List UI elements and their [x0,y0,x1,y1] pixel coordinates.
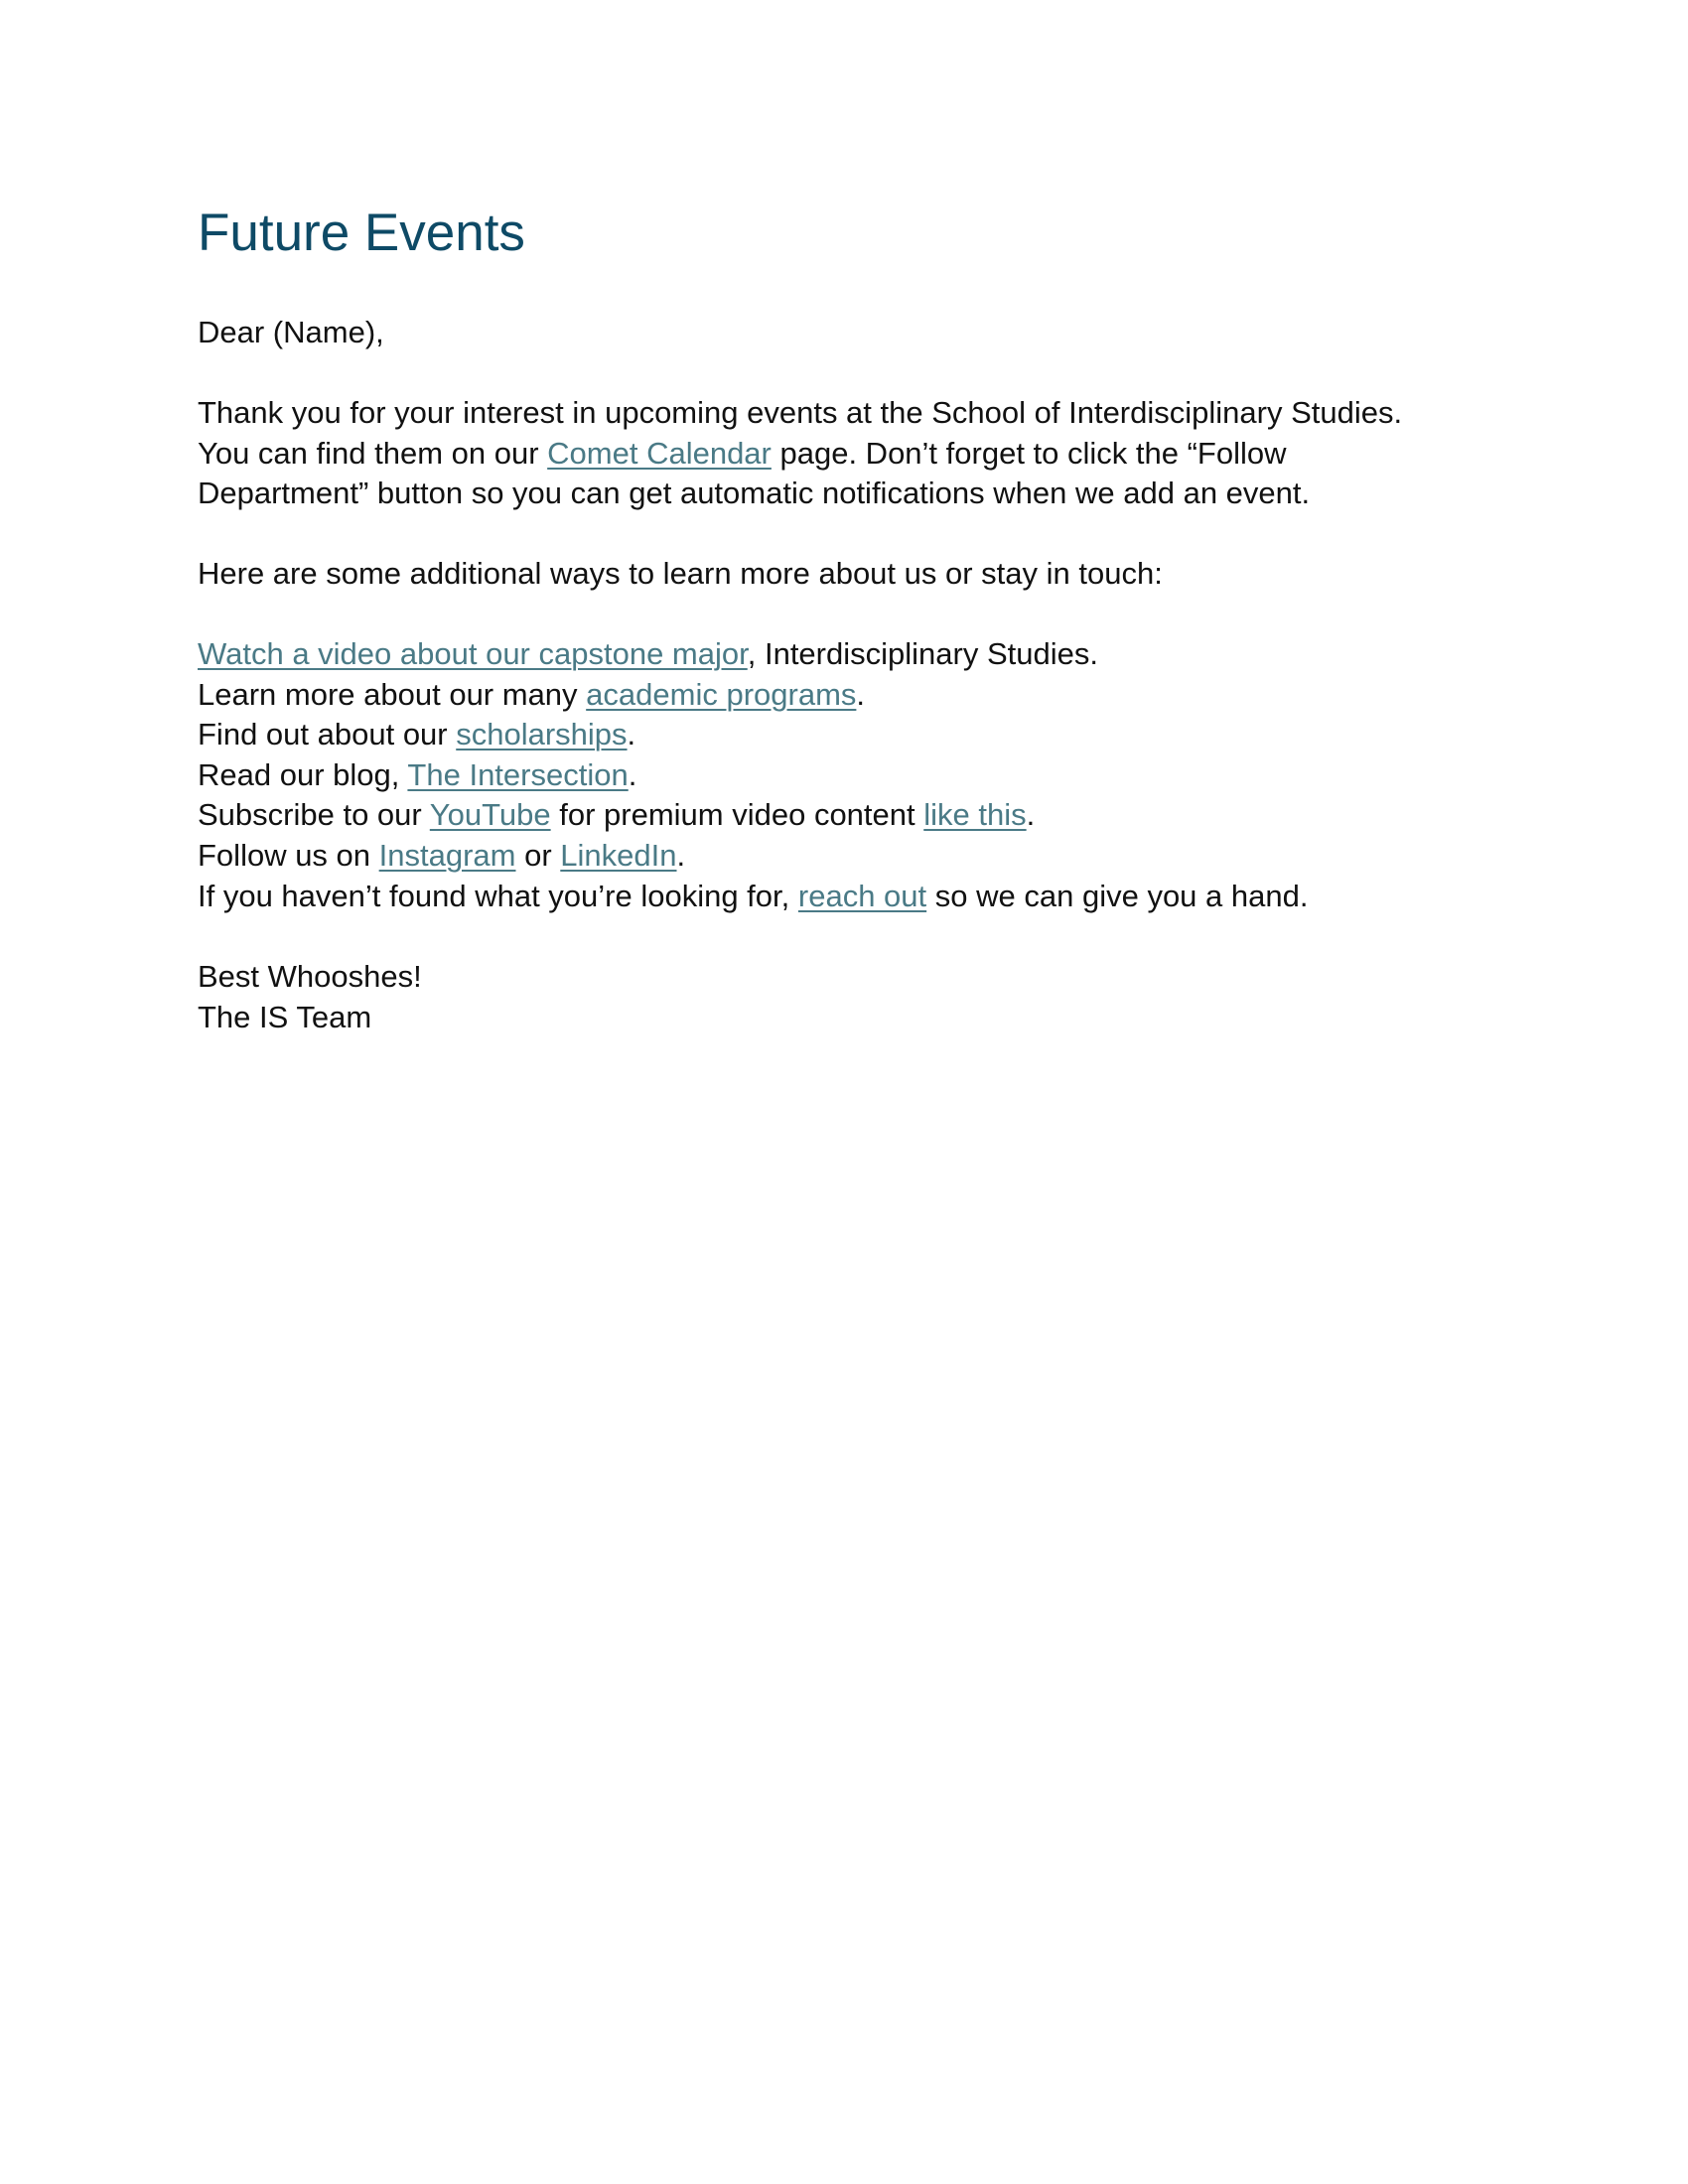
comet-calendar-link[interactable]: Comet Calendar [547,435,772,471]
follow-text-after: . [676,837,686,873]
youtube-text-after: . [1026,797,1036,832]
signoff-team: The IS Team [198,999,372,1034]
blog-text-after: . [628,756,637,792]
list-item-video [198,634,1488,675]
page-title: Future Events [198,204,525,262]
ways-intro: Here are some additional ways to learn more about us or stay in touch: [198,556,1163,591]
like-this-link[interactable]: like this [923,797,1027,832]
programs-text-after: . [856,676,866,712]
intro-line-2 [198,434,1488,475]
signoff-closing: Best Whooshes! [198,959,422,994]
ways-list [198,634,1488,876]
list-item-programs [198,675,1488,716]
signoff [198,957,1488,1037]
video-text-after: , Interdisciplinary Studies. [747,636,1098,671]
blog-link[interactable]: The Intersection [407,756,629,792]
intro-line-2-text-after: page. Don’t forget to click the “Follow [771,435,1287,471]
letter-body [198,199,1488,1034]
intro-line-2-text-before: You can find them on our [198,435,548,471]
reach-out-link[interactable]: reach out [797,879,927,913]
instagram-link[interactable]: Instagram [378,837,516,873]
linkedin-link[interactable]: LinkedIn [560,837,677,873]
capstone-video-link[interactable]: Watch a video about our capstone major [198,636,748,671]
greeting: Dear (Name), [198,315,384,349]
scholarships-text-after: . [627,717,636,751]
help-text-after: so we can give you a hand. [926,879,1309,913]
scholarships-text-before: Find out about our [198,717,457,751]
intro-line-1: Thank you for your interest in upcoming events at the School of Interdisciplinary Studies. [198,395,1403,430]
youtube-text-middle: for premium video content [550,797,924,832]
intro-line-3: Department” button so you can get automatic notifications when we add an event. [198,476,1311,510]
help-paragraph [198,877,1488,917]
list-item-blog [198,755,1488,796]
list-item-youtube [198,795,1488,836]
list-item-scholarships [198,715,1488,755]
programs-text-before: Learn more about our many [198,676,587,712]
academic-programs-link[interactable]: academic programs [586,676,857,712]
list-item-social [198,836,1488,877]
intro-paragraph [198,393,1488,514]
blog-text-before: Read our blog, [198,756,408,792]
scholarships-link[interactable]: scholarships [456,717,628,751]
youtube-text-before: Subscribe to our [198,797,430,832]
youtube-link[interactable]: YouTube [429,797,551,832]
follow-text-or: or [515,837,561,873]
follow-text-before: Follow us on [198,837,379,873]
help-text-before: If you haven’t found what you’re looking for, [198,879,798,913]
